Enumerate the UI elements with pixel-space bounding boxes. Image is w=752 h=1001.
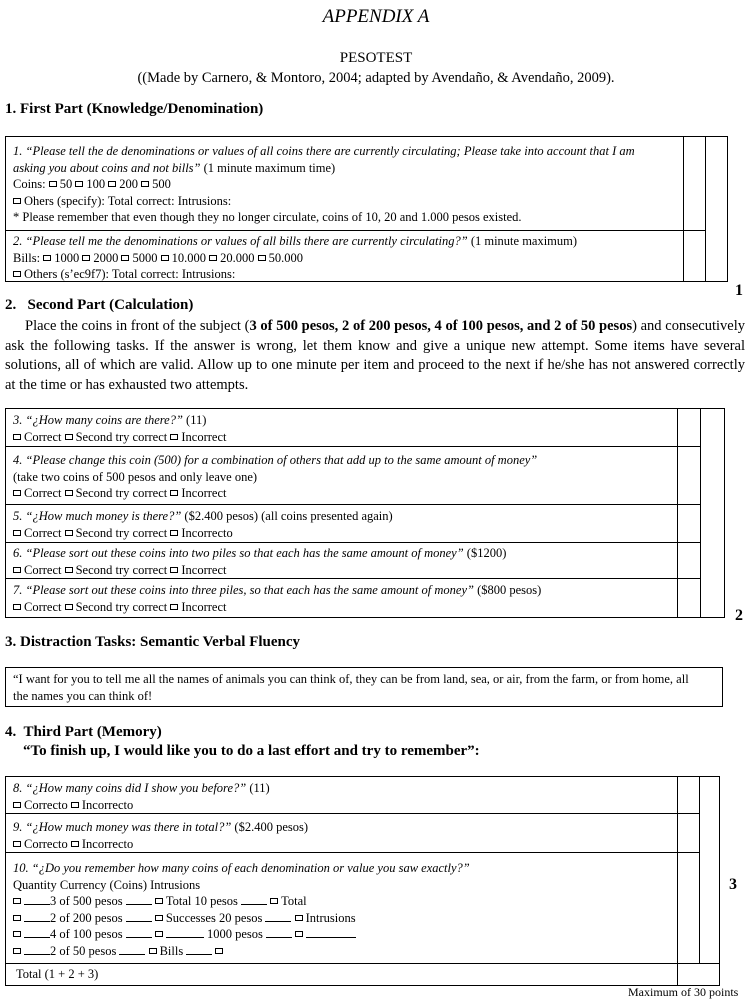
blank-line[interactable] — [126, 927, 152, 938]
item-question: 4. “Please change this coin (500) for a combination of others that add up to the same amount of money” — [13, 453, 538, 467]
checkbox[interactable] — [170, 490, 178, 496]
checkbox[interactable] — [155, 898, 163, 904]
option-correct: Correct — [24, 429, 62, 444]
coin-option: 500 — [152, 177, 171, 191]
score-column-divider — [677, 777, 678, 985]
checkbox[interactable] — [170, 530, 178, 536]
right-label: Total — [281, 894, 307, 908]
checkbox[interactable] — [161, 255, 169, 261]
intro-coins: 3 of 500 pesos, 2 of 200 pesos, 4 of 100 pesos, and 2 of 50 pesos — [249, 318, 633, 334]
checkbox[interactable] — [13, 604, 21, 610]
item6 — [13, 545, 506, 578]
option-correct: Correct — [24, 599, 62, 614]
part1-score: 1 — [735, 282, 743, 299]
checkbox[interactable] — [155, 931, 163, 937]
item10 — [13, 860, 470, 959]
mid-label: Total 10 pesos — [165, 894, 238, 908]
item2-question: 2. “Please tell me the denominations or values of all bills there are currently circulating?” — [13, 234, 468, 248]
intro-text: ) and consecutively ask the following tasks. If the answer is wrong, let them know and give a unique new attempt. Some items have several solutions, all of which are valid. Allow up to one minute per item and proceed to the next if he/she has not answered correctly at the time or has exhausted two attempts. — [5, 318, 745, 393]
row-divider — [6, 446, 701, 447]
recall-row — [13, 893, 470, 910]
checkbox[interactable] — [209, 255, 217, 261]
checkbox[interactable] — [75, 181, 83, 187]
item-question: 6. “Please sort out these coins into two piles so that each has the same amount of money” — [13, 546, 464, 560]
checkbox[interactable] — [13, 271, 21, 277]
checkbox[interactable] — [13, 931, 21, 937]
item7 — [13, 582, 541, 615]
intro-text: Place the coins in front of the subject ( — [25, 318, 250, 334]
option-second-try: Second try correct — [75, 486, 168, 500]
checkbox[interactable] — [149, 948, 157, 954]
fluency-prompt — [13, 671, 689, 704]
option-incorrect: Incorrect — [181, 599, 227, 614]
test-name: PESOTEST — [339, 50, 413, 66]
checkbox[interactable] — [270, 898, 278, 904]
checkbox[interactable] — [71, 841, 79, 847]
row-divider — [6, 852, 700, 853]
option-correct: Correcto — [24, 797, 68, 812]
remember-note: * Please remember that even though they no longer circulate, coins of 10, 20 and 1.000 pesos existed. — [13, 210, 522, 224]
part4-heading — [5, 724, 162, 741]
blank-line[interactable] — [119, 944, 145, 955]
mid-label: 1000 pesos — [206, 927, 263, 941]
checkbox[interactable] — [141, 181, 149, 187]
item4 — [13, 452, 537, 502]
item1-question-line2: asking you about coins and not bills” — [13, 160, 201, 175]
fluency-prompt-box — [5, 667, 723, 707]
item-question: 7. “Please sort out these coins into three piles, so that each has the same amount of money” — [13, 583, 474, 597]
row-divider — [6, 813, 700, 814]
checkbox[interactable] — [215, 948, 223, 954]
option-incorrect: Incorrecto — [181, 525, 233, 540]
item-note: (11) — [246, 781, 270, 795]
checkbox[interactable] — [13, 198, 21, 204]
score-column-divider — [699, 777, 700, 963]
bills-label: Bills: — [13, 250, 41, 265]
checkbox[interactable] — [295, 915, 303, 921]
option-correct: Correcto — [24, 836, 68, 851]
item8 — [13, 780, 270, 813]
part2-score: 2 — [735, 607, 743, 624]
score-column-divider — [677, 409, 678, 617]
checkbox[interactable] — [13, 530, 21, 536]
score-column-divider — [700, 409, 701, 617]
row-divider — [6, 504, 701, 505]
row-divider — [6, 578, 701, 579]
others-field: Others (s’ec9f7): Total correct: Intrusions: — [24, 267, 236, 281]
checkbox[interactable] — [49, 181, 57, 187]
recall-row — [13, 943, 470, 960]
part4-heading-number: 4. — [5, 724, 17, 740]
checkbox[interactable] — [295, 931, 303, 937]
option-second-try: Second try correct — [75, 562, 168, 577]
part2-heading-text: Second Part (Calculation) — [27, 297, 194, 313]
row-divider — [6, 230, 706, 231]
item-note: ($2.400 pesos) (all coins presented again) — [181, 509, 393, 523]
part2-table — [5, 408, 725, 618]
bill-option: 1000 — [54, 250, 80, 265]
checkbox[interactable] — [13, 802, 21, 808]
score-column-divider — [705, 137, 706, 281]
part4-table — [5, 776, 720, 986]
option-correct: Correct — [24, 562, 62, 577]
bills-options — [13, 250, 577, 267]
checkbox[interactable] — [13, 434, 21, 440]
part3-score: 3 — [729, 876, 737, 893]
item-question: 3. “¿How many coins are there?” — [13, 413, 183, 427]
coins-options — [13, 176, 635, 193]
blank-line[interactable] — [186, 944, 212, 955]
checkbox[interactable] — [43, 255, 51, 261]
max-points: Maximum of 30 points — [628, 985, 739, 999]
option-second-try: Second try correct — [75, 429, 168, 444]
checkbox[interactable] — [13, 948, 21, 954]
checkbox[interactable] — [65, 434, 73, 440]
part2-instructions — [5, 317, 745, 395]
item-question: 9. “¿How much money was there in total?” — [13, 820, 232, 834]
coin-option: 100 — [86, 177, 106, 191]
blank-line[interactable] — [241, 894, 267, 905]
item1-note: (1 minute maximum time) — [200, 160, 336, 175]
blank-line[interactable] — [306, 927, 356, 938]
checkbox[interactable] — [13, 898, 21, 904]
checkbox[interactable] — [82, 255, 90, 261]
checkbox[interactable] — [170, 434, 178, 440]
mid-label: Bills — [159, 943, 184, 958]
checkbox[interactable] — [258, 255, 266, 261]
bill-option: 50.000 — [268, 250, 303, 265]
part1-table — [5, 136, 728, 282]
part3-heading: 3. Distraction Tasks: Semantic Verbal Fluency — [5, 634, 301, 650]
coin-label: 4 of 100 pesos — [50, 927, 123, 941]
checkbox[interactable] — [13, 841, 21, 847]
coin-option: 50 — [59, 177, 73, 191]
option-second-try: Second try correct — [75, 599, 168, 614]
option-correct: Correct — [24, 525, 62, 540]
score-column-divider — [683, 137, 684, 281]
option-second-try: Second try correct — [75, 525, 168, 540]
blank-line[interactable] — [126, 911, 152, 922]
item1-question-line1: 1. “Please tell the de denominations or values of all coins there are currently circulating; Please take into account that I am — [13, 144, 635, 158]
item10-columns: Quantity Currency (Coins) Intrusions — [13, 877, 201, 892]
item2-note: (1 minute maximum) — [467, 234, 578, 248]
blank-line[interactable] — [24, 944, 50, 955]
prompt-line: “I want for you to tell me all the names of animals you can think of, they can be from land, sea, or air, from the farm, or from home, all — [13, 672, 689, 686]
right-label: Intrusions — [305, 910, 356, 925]
part4-heading-text: Third Part (Memory) — [23, 724, 162, 740]
item1 — [13, 143, 635, 226]
item-question: 5. “¿How much money is there?” — [13, 509, 182, 523]
coin-label: 2 of 50 pesos — [50, 943, 117, 958]
coin-label: 2 of 200 pesos — [50, 910, 123, 925]
checkbox[interactable] — [71, 802, 79, 808]
checkbox[interactable] — [121, 255, 129, 261]
coin-label: 3 of 500 pesos — [50, 894, 123, 908]
blank-line[interactable] — [265, 911, 291, 922]
checkbox[interactable] — [65, 604, 73, 610]
prompt-line: the names you can think of! — [13, 688, 153, 703]
coin-option: 200 — [119, 177, 139, 191]
blank-line[interactable] — [24, 911, 50, 922]
appendix-title: APPENDIX A — [322, 6, 430, 27]
checkbox[interactable] — [13, 567, 21, 573]
blank-line[interactable] — [166, 927, 204, 938]
row-divider — [6, 542, 701, 543]
blank-line[interactable] — [126, 894, 152, 905]
item-instruction: (take two coins of 500 pesos and only leave one) — [13, 469, 258, 484]
item-question: 10. “¿Do you remember how many coins of each denomination or value you saw exactly?” — [13, 861, 470, 875]
coins-label: Coins: — [13, 177, 46, 191]
checkbox[interactable] — [170, 604, 178, 610]
item-note: ($800 pesos) — [473, 583, 542, 597]
part4-instruction: “To finish up, I would like you to do a last effort and try to remember”: — [23, 743, 480, 759]
item-note: ($2.400 pesos) — [231, 820, 309, 834]
checkbox[interactable] — [65, 530, 73, 536]
credit-line: ((Made by Carnero, & Montoro, 2004; adapted by Avendaño, & Avendaño, 2009). — [137, 70, 615, 86]
checkbox[interactable] — [170, 567, 178, 573]
checkbox[interactable] — [155, 915, 163, 921]
option-incorrect: Incorrecto — [81, 836, 134, 851]
item-note: ($1200) — [463, 546, 507, 560]
recall-row — [13, 926, 470, 943]
item2 — [13, 233, 577, 283]
bill-option: 10.000 — [171, 250, 206, 265]
part1-heading: 1. First Part (Knowledge/Denomination) — [5, 101, 264, 117]
checkbox[interactable] — [13, 915, 21, 921]
checkbox[interactable] — [65, 490, 73, 496]
checkbox[interactable] — [108, 181, 116, 187]
blank-line[interactable] — [24, 894, 50, 905]
checkbox[interactable] — [65, 567, 73, 573]
item-note: (11) — [182, 413, 207, 427]
mid-label: Successes 20 pesos — [165, 910, 263, 925]
bill-option: 2000 — [93, 250, 119, 265]
item9 — [13, 819, 308, 852]
item-question: 8. “¿How many coins did I show you before?” — [13, 781, 247, 795]
bill-option: 5000 — [132, 250, 158, 265]
part2-heading-number: 2. — [5, 297, 17, 313]
blank-line[interactable] — [24, 927, 50, 938]
row-divider — [6, 963, 719, 964]
item3 — [13, 412, 226, 445]
checkbox[interactable] — [13, 490, 21, 496]
option-correct: Correct — [24, 486, 62, 500]
others-field: Ohers (specify): Total correct: Intrusions: — [24, 193, 232, 208]
total-label: Total (1 + 2 + 3) — [16, 967, 99, 981]
item5 — [13, 508, 393, 541]
part2-heading — [5, 297, 193, 314]
recall-row — [13, 910, 470, 927]
option-incorrect: Incorrect — [181, 562, 227, 577]
option-incorrect: Incorrect — [181, 429, 227, 444]
option-incorrect: Incorrect — [181, 486, 227, 500]
bill-option: 20.000 — [220, 250, 255, 265]
blank-line[interactable] — [266, 927, 292, 938]
option-incorrect: Incorrecto — [81, 797, 134, 812]
